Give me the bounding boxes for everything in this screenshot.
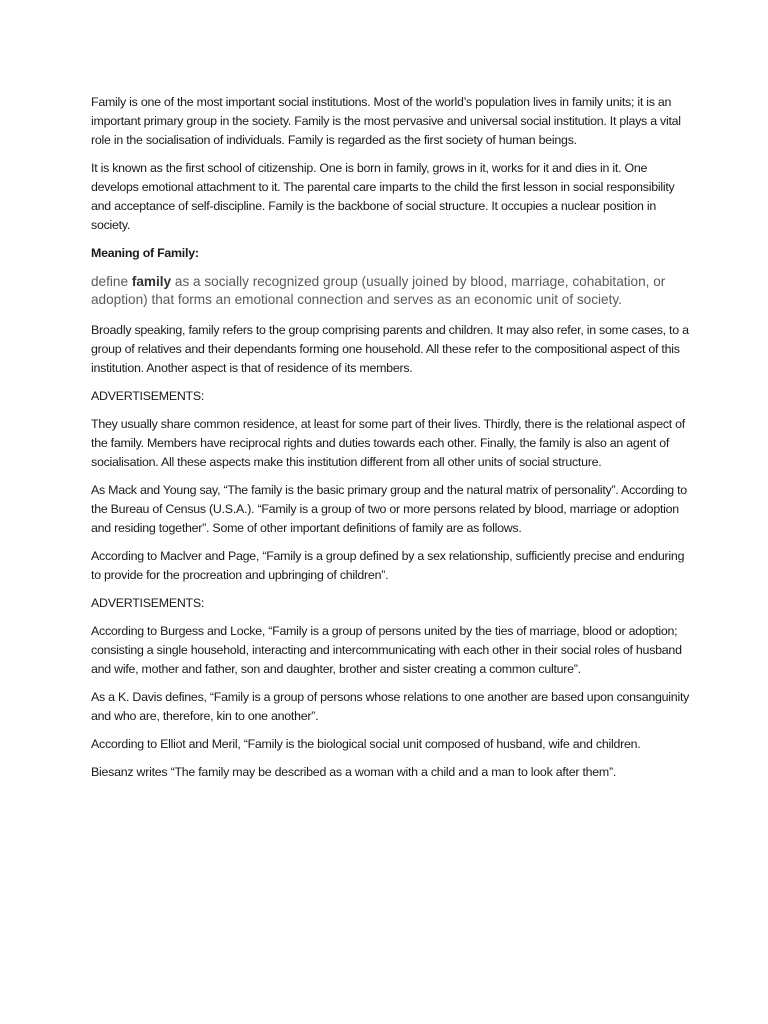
advertisements-label-1: ADVERTISEMENTS: [91, 389, 205, 403]
paragraph-intro: Family is one of the most important social institutions. Most of the world’s population lives in family units; it is an important primary group in the society. Family is the most pervasive and universal social institution. It plays a vital role in the socialisation of individuals. Family is regarded as the first society of human beings. [91, 95, 681, 147]
definition-term: family [131, 274, 172, 289]
advertisements-label-2: ADVERTISEMENTS: [91, 596, 205, 610]
paragraph-residence: They usually share common residence, at least for some part of their lives. Thirdly, there is the relational aspect of the family. Members have reciprocal rights and duties towards each other. Finally, the family is also an agent of socialisation. All these aspects make this institution different from all other units of social structure. [91, 417, 685, 469]
heading-meaning-of-family: Meaning of Family: [91, 246, 199, 260]
paragraph-k-davis: As a K. Davis defines, “Family is a group of persons whose relations to one another are based upon consanguinity and who are, therefore, kin to one another”. [91, 690, 690, 723]
definition-box [91, 273, 691, 309]
definition-text: as a socially recognized group (usually joined by blood, marriage, cohabitation, or adoption) that forms an emotional connection and serves as an economic unit of society. [91, 274, 666, 307]
paragraph-burgess-locke: According to Burgess and Locke, “Family is a group of persons united by the ties of marriage, blood or adoption; consisting a single household, interacting and intercommunicating with each other in their social roles of husband and wife, mother and father, son and daughter, brother and sister creating a common culture”. [91, 624, 682, 676]
document-page [91, 93, 691, 791]
paragraph-broadly-speaking: Broadly speaking, family refers to the group comprising parents and children. It may also refer, in some cases, to a group of relatives and their dependants forming one household. All these refer to the compositional aspect of this institution. Another aspect is that of residence of its members. [91, 323, 689, 375]
paragraph-citizenship: It is known as the first school of citizenship. One is born in family, grows in it, works for it and dies in it. One develops emotional attachment to it. The parental care imparts to the child the first lesson in social responsibility and acceptance of self-discipline. Family is the backbone of social structure. It occupies a nuclear position in society. [91, 161, 675, 232]
paragraph-mack-young: As Mack and Young say, “The family is the basic primary group and the natural matrix of personality”. According to the Bureau of Census (U.S.A.). “Family is a group of two or more persons related by blood, marriage or adoption and residing together”. Some of other important definitions of family are as follows. [91, 483, 687, 535]
paragraph-biesanz: Biesanz writes “The family may be described as a woman with a child and a man to look after them”. [91, 765, 617, 779]
paragraph-elliot-meril: According to Elliot and Meril, “Family is the biological social unit composed of husband, wife and children. [91, 737, 641, 751]
paragraph-maciver-page: According to Maclver and Page, “Family is a group defined by a sex relationship, sufficiently precise and enduring to provide for the procreation and upbringing of children”. [91, 549, 685, 582]
definition-prefix: define [91, 274, 132, 289]
